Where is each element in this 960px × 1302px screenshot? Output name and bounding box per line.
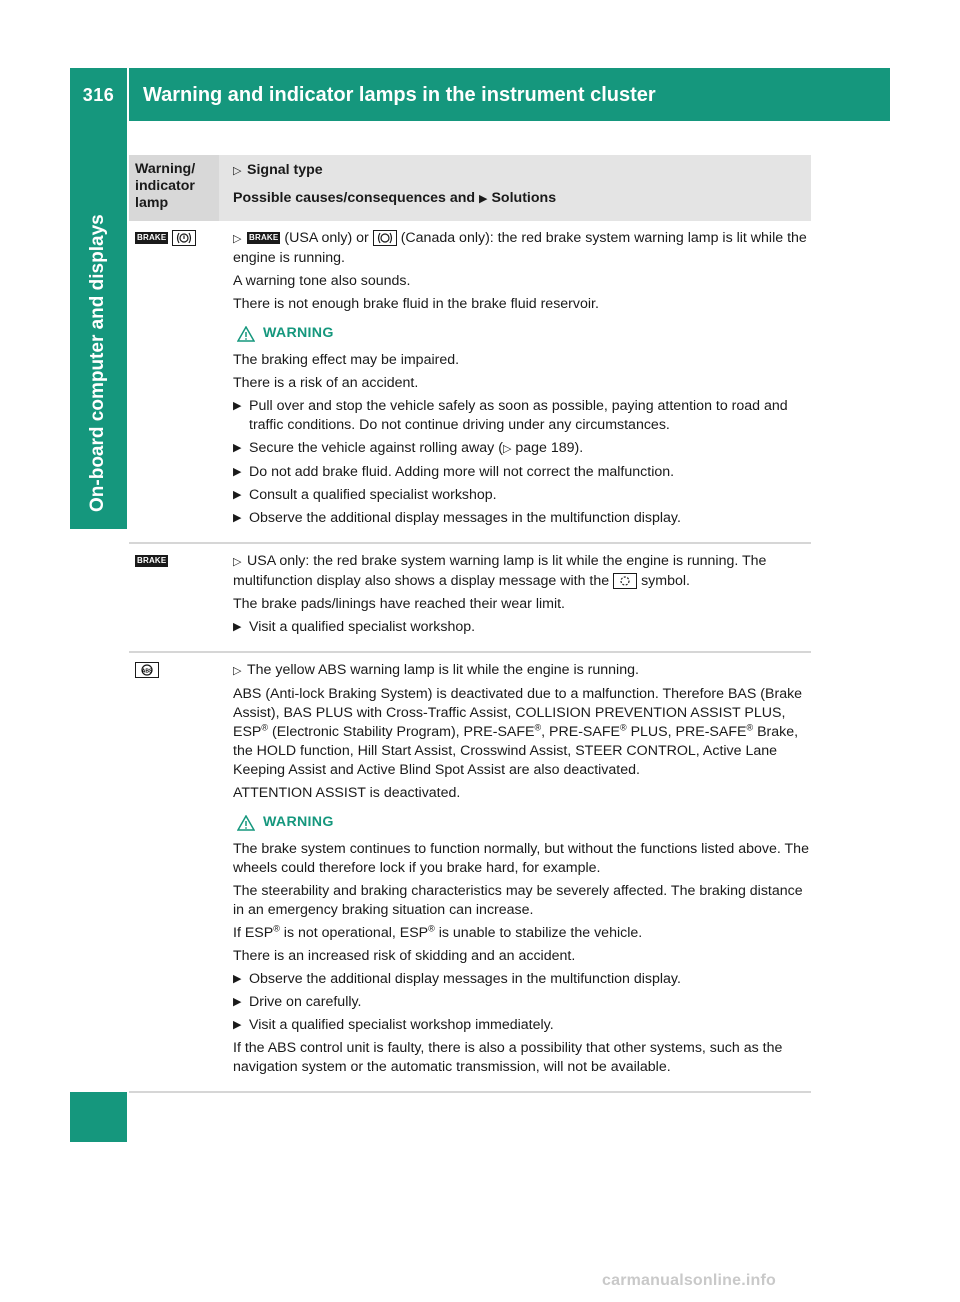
arrow-icon: ▶ bbox=[233, 489, 242, 501]
action-item: ▶ Observe the additional display messages in the multifunction display. bbox=[233, 971, 681, 987]
arrow-icon: ▶ bbox=[233, 442, 242, 454]
action-item: ▶ Visit a qualified specialist workshop. bbox=[233, 619, 476, 635]
section-title: Warning and indicator lamps in the instrument cluster bbox=[143, 84, 656, 106]
arrow-icon: ▶ bbox=[233, 973, 242, 985]
arrow-icon: ▶ bbox=[233, 996, 242, 1008]
description-cell: ▷ USA only: the red brake system warning lamp is lit while the engine is running. The multifunction display also shows a display message with the symbol. The brake pads/linings have reached their wear limit. ▶ Visit a qualified specialist workshop. bbox=[219, 544, 811, 651]
action-item: ▶ Do not add brake fluid. Adding more will not correct the malfunction. bbox=[233, 464, 675, 480]
table-row bbox=[129, 653, 811, 1093]
col-header-lamp: Warning/ indicator lamp bbox=[129, 155, 219, 221]
lamp-cell bbox=[129, 544, 219, 651]
arrow-icon: ▶ bbox=[479, 193, 488, 205]
table-row bbox=[129, 221, 811, 544]
signal-icon: ▷ bbox=[233, 233, 242, 245]
arrow-icon: ▶ bbox=[233, 512, 242, 524]
arrow-icon: ▶ bbox=[233, 621, 242, 633]
description-cell: ▷ The yellow ABS warning lamp is lit while the engine is running. ABS (Anti-lock Braking System) is deactivated due to a malfunction. Therefore BAS (Brake Assist), BAS PLUS with Cross-Traffic Assist, COLLISION PREVENTION ASSIST PLUS, ESP® (Electronic Stability Program), PRE-SAFE®, PRE-SAFE® PLUS, PRE-SAFE® Brake, the HOLD function, Hill Start Assist, Crosswind Assist, STEER CONTROL, Active Lane Keeping Assist and Active Blind Spot Assist are also deactivated. ATTENTION ASSIST is deactivated. WARNING The brake system continues to function normally, but without the functions listed above. The wheels could therefore lock if you brake hard, for example. The steerability and braking characteristics may be severely affected. The braking distance in an emergency braking situation can increase. If ESP® is not operational, ESP® is unable to stabilize the vehicle. There is an increased risk of skidding and an accident. ▶ Observe the additional display messages in the multifunction display. ▶ Drive on carefully. ▶ Visit a qualified specialist workshop immediately. If the ABS control unit is faulty, there is also a possibility that other systems, such as the navigation system or the automatic transmission, will not be available. bbox=[219, 653, 811, 1091]
abs-icon bbox=[135, 662, 159, 678]
lamp-table bbox=[129, 155, 811, 1093]
lamp-cell bbox=[129, 221, 219, 542]
watermark: carmanualsonline.info bbox=[602, 1272, 777, 1289]
arrow-icon: ▶ bbox=[233, 466, 242, 478]
page-link[interactable]: page 189). bbox=[515, 440, 584, 456]
table-row bbox=[129, 544, 811, 653]
action-item: ▶ Consult a qualified specialist workshop. bbox=[233, 487, 497, 503]
signal-icon: ▷ bbox=[233, 165, 242, 177]
warning-heading: WARNING bbox=[233, 813, 811, 832]
signal-icon: ▷ bbox=[233, 665, 242, 677]
brake-circle-icon bbox=[373, 230, 397, 246]
action-item: ▶ Visit a qualified specialist workshop immediately. bbox=[233, 1017, 554, 1033]
description-cell: ▷ BRAKE (USA only) or (Canada only): the red brake system warning lamp is lit while the engine is running. A warning tone also sounds. There is not enough brake fluid in the brake fluid reservoir. WARNING The braking effect may be impaired. There is a risk of an accident. ▶ Pull over and stop the vehicle safely as soon as possible, paying attention to road and traffic conditions. Do not continue driving under any circumstances. ▶ Secure the vehicle against rolling away (▷ page 189). ▶ Do not add brake fluid. Adding more will not correct the malfunction. ▶ Consult a qualified specialist workshop. ▶ Observe the additional display messages in the multifunction display. bbox=[219, 221, 811, 542]
arrow-icon: ▶ bbox=[233, 400, 242, 412]
brake-icon: BRAKE bbox=[137, 556, 167, 566]
brake-pad-icon bbox=[613, 573, 637, 589]
arrow-icon: ▶ bbox=[233, 1019, 242, 1031]
svg-text:ABS: ABS bbox=[141, 668, 153, 675]
col-header-signal: ▷ Signal type Possible causes/consequences and ▶ Solutions bbox=[233, 162, 557, 206]
page-number: 316 bbox=[82, 85, 115, 105]
chapter-label: On-board computer and displays bbox=[87, 214, 108, 512]
header-divider bbox=[127, 68, 129, 121]
lamp-cell bbox=[129, 653, 219, 1091]
page-ref-icon: ▷ bbox=[502, 443, 512, 455]
warning-triangle-icon bbox=[237, 326, 255, 342]
action-item: ▶ Drive on carefully. bbox=[233, 994, 362, 1010]
page-header bbox=[70, 68, 890, 121]
action-item: ▶ Pull over and stop the vehicle safely as soon as possible, paying attention to road and traffic conditions. Do not continue driving under any circumstances. bbox=[233, 398, 788, 433]
table-header bbox=[129, 155, 811, 221]
action-item: ▶ Secure the vehicle against rolling away (▷ page 189). bbox=[233, 439, 811, 459]
brake-icon: BRAKE bbox=[249, 233, 279, 243]
signal-icon: ▷ bbox=[233, 556, 242, 568]
brake-icon: BRAKE bbox=[137, 233, 167, 243]
chapter-marker bbox=[70, 1092, 127, 1142]
warning-heading: WARNING bbox=[233, 324, 811, 343]
warning-triangle-icon bbox=[237, 815, 255, 831]
action-item: ▶ Observe the additional display messages in the multifunction display. bbox=[233, 510, 681, 526]
brake-circle-icon bbox=[172, 230, 196, 246]
